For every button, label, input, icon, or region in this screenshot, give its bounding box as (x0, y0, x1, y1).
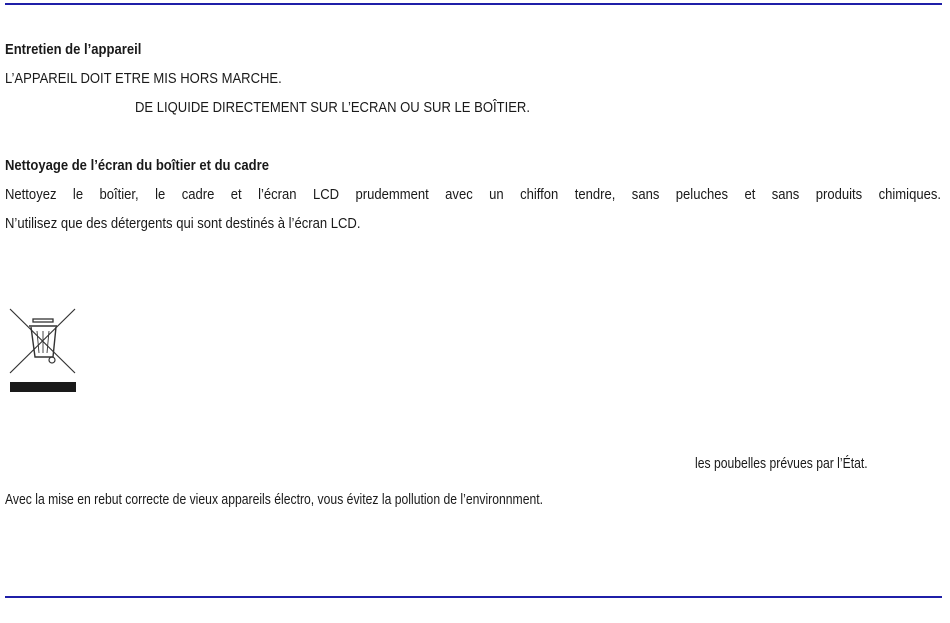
disposal-bins-text: les poubelles prévues par l’État. (695, 456, 868, 472)
cleaning-paragraph (5, 186, 941, 204)
pollution-text: Avec la mise en rebut correcte de vieux appareils électro, vous évitez la pollution de l’environnment. (5, 492, 544, 508)
power-off-instruction: L’APPAREIL DOIT ETRE MIS HORS MARCHE. (5, 71, 282, 87)
no-liquid-instruction: DE LIQUIDE DIRECTEMENT SUR L’ECRAN OU SUR LE BOÎTIER. (135, 100, 530, 116)
detergent-instruction: N’utilisez que des détergents qui sont destinés à l’écran LCD. (5, 216, 361, 232)
bottom-divider (5, 596, 942, 598)
cleaning-line-1: Nettoyez le boîtier, le cadre et l’écran LCD prudemment avec un chiffon tendre, sans peluches et sans produits chimiques. (5, 187, 941, 203)
cleaning-heading: Nettoyage de l’écran du boîtier et du cadre (5, 158, 269, 174)
maintenance-heading: Entretien de l’appareil (5, 42, 142, 58)
crossed-out-wheelie-bin-icon (8, 307, 78, 393)
top-divider (5, 3, 942, 5)
